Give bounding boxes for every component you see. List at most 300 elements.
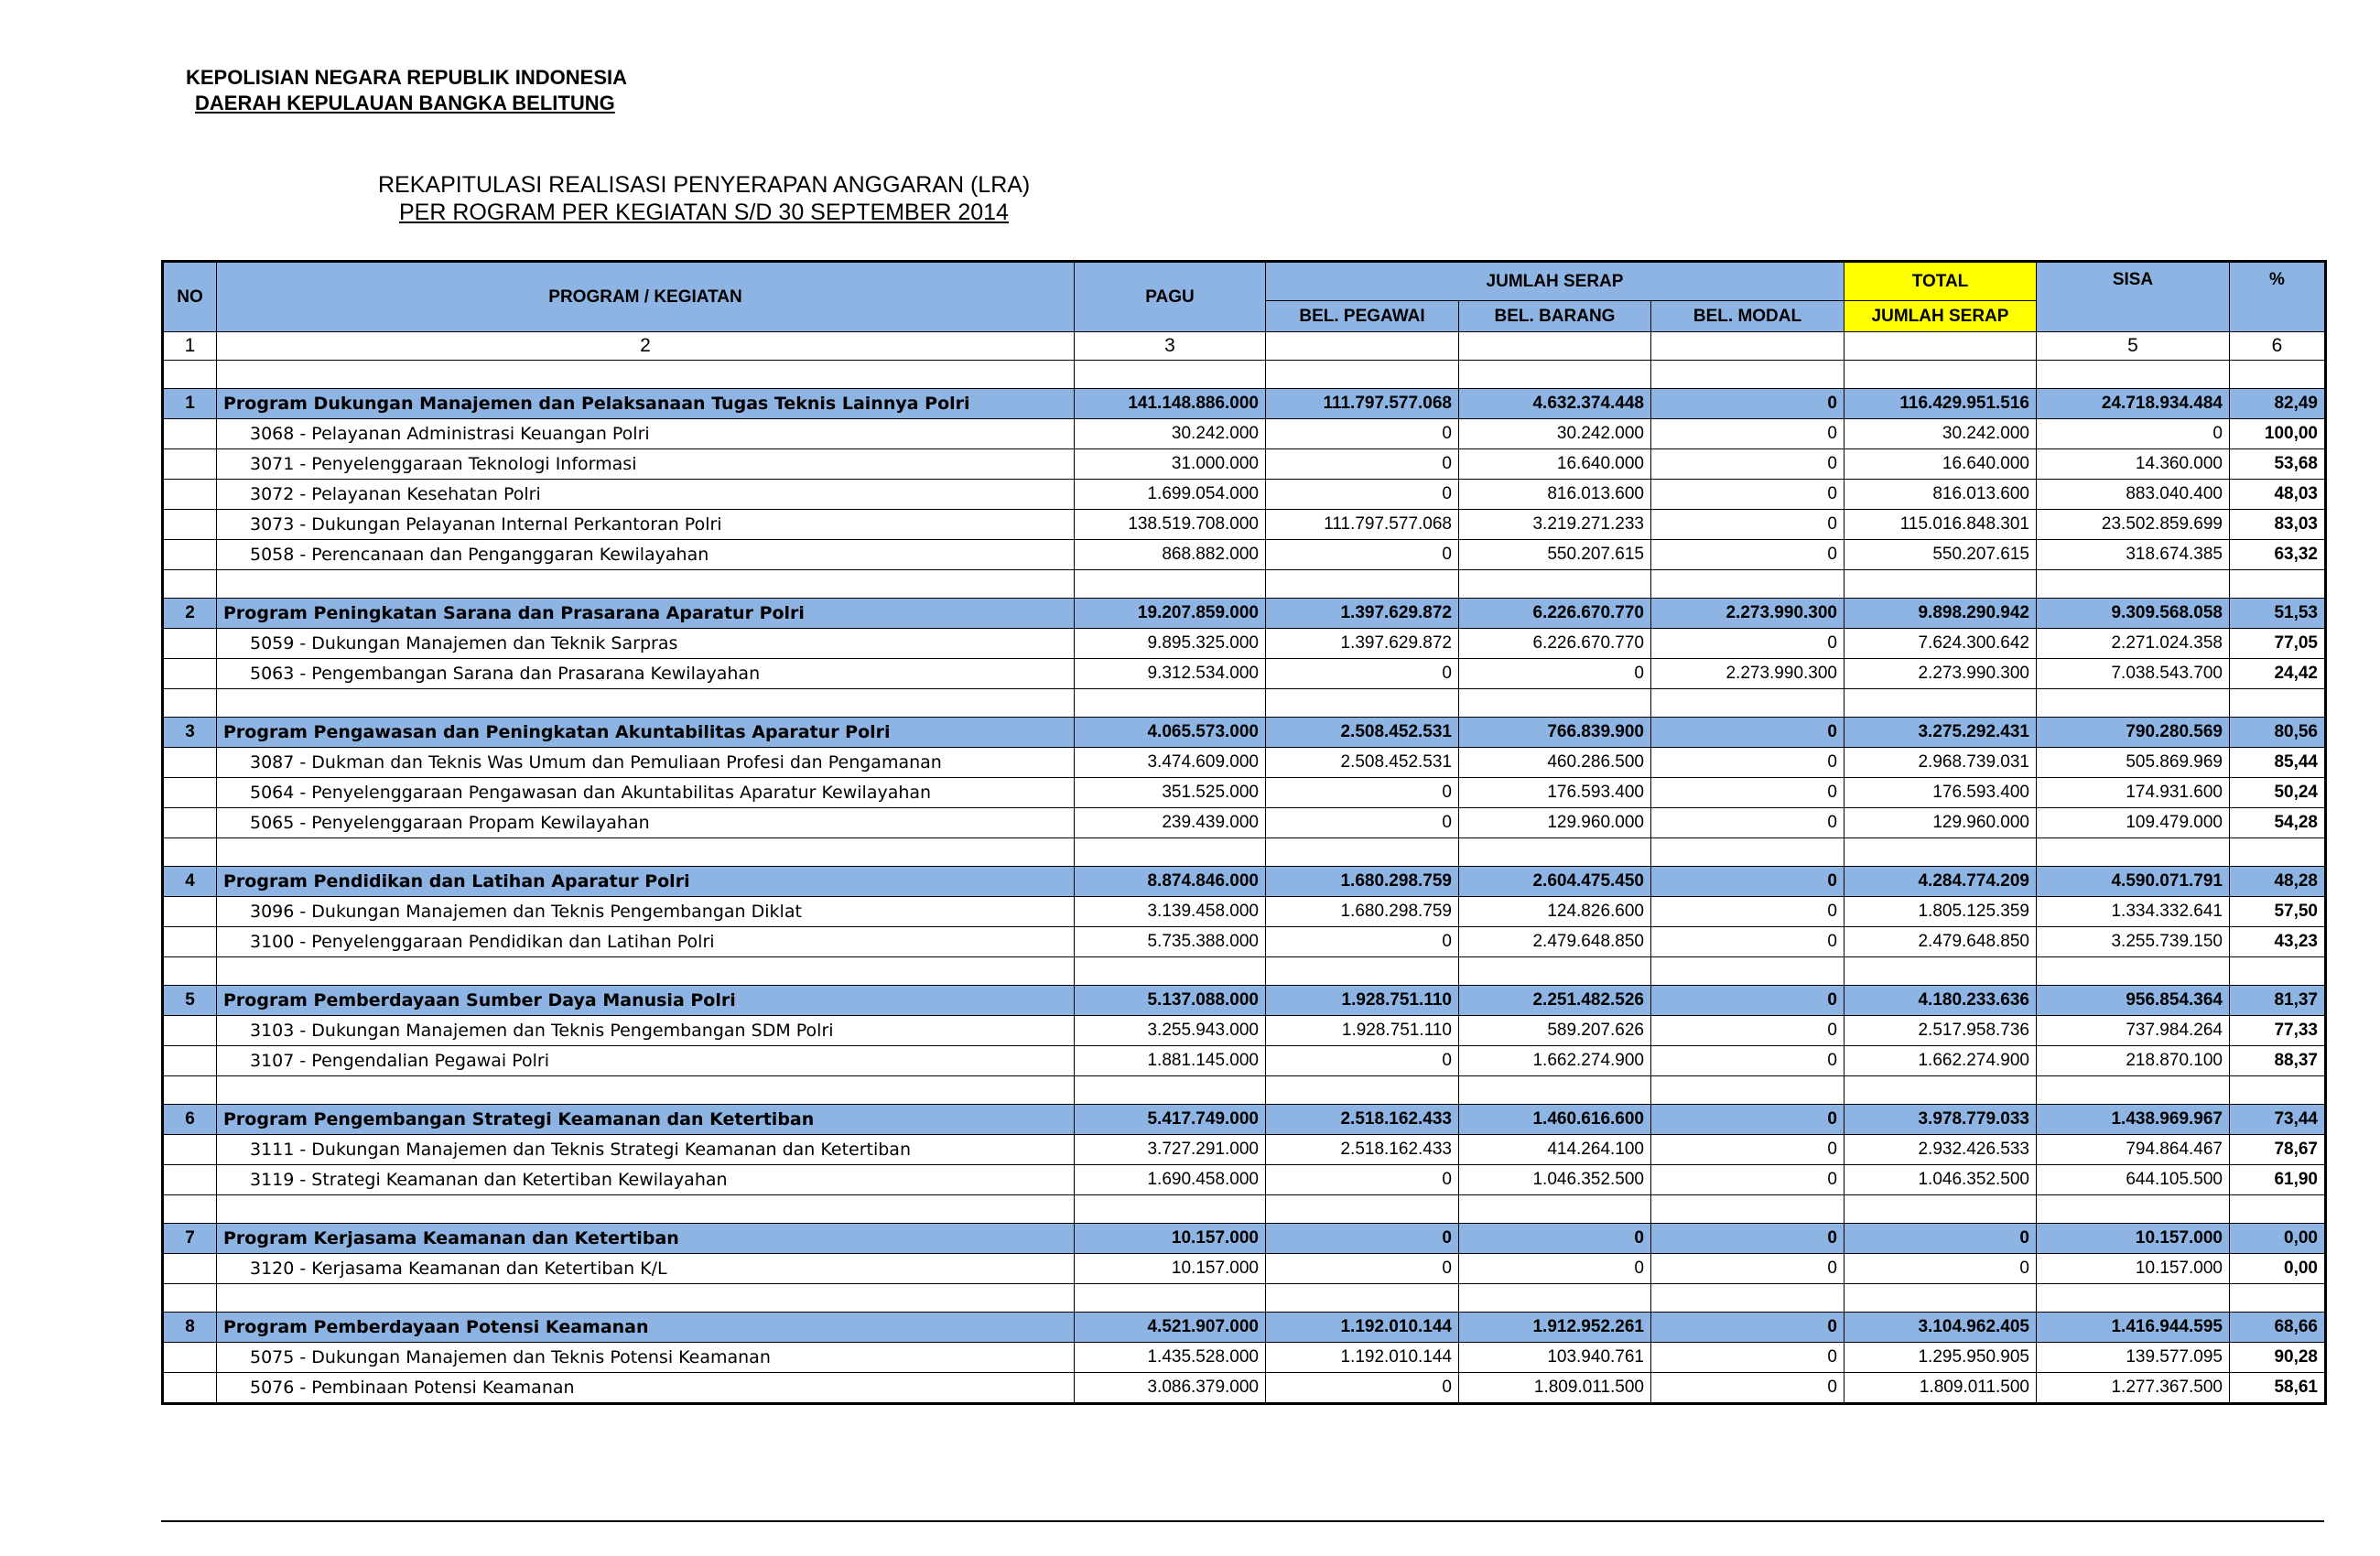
spacer-row <box>163 361 2326 389</box>
empty-cell <box>1459 361 1651 389</box>
modal-cell: 2.273.990.300 <box>1651 599 1844 629</box>
program-name: Program Pemberdayaan Sumber Daya Manusia Polri <box>217 986 1075 1016</box>
modal-cell: 0 <box>1651 540 1844 570</box>
pegawai-cell: 0 <box>1266 540 1459 570</box>
pct-cell: 77,33 <box>2230 1016 2326 1046</box>
pegawai-cell: 1.397.629.872 <box>1266 599 1459 629</box>
spacer-row <box>163 1284 2326 1313</box>
kegiatan-row <box>163 449 2326 480</box>
barang-cell: 176.593.400 <box>1459 778 1651 808</box>
spacer-row <box>163 838 2326 867</box>
program-row <box>163 1105 2326 1135</box>
kegiatan-name: 3100 - Penyelenggaraan Pendidikan dan Latihan Polri <box>217 927 1075 957</box>
total-cell: 1.809.011.500 <box>1844 1373 2037 1404</box>
kegiatan-name: 3119 - Strategi Keamanan dan Ketertiban Kewilayahan <box>217 1165 1075 1195</box>
program-row <box>163 986 2326 1016</box>
pegawai-cell: 0 <box>1266 1254 1459 1284</box>
empty-cell <box>2037 1195 2230 1224</box>
kegiatan-row <box>163 1016 2326 1046</box>
empty-cell <box>163 570 217 599</box>
total-cell: 3.104.962.405 <box>1844 1313 2037 1343</box>
sisa-cell: 7.038.543.700 <box>2037 659 2230 689</box>
pct-cell: 78,67 <box>2230 1135 2326 1165</box>
organization-region: DAERAH KEPULAUAN BANGKA BELITUNG <box>195 92 615 114</box>
pct-cell: 57,50 <box>2230 897 2326 927</box>
empty-cell <box>163 1195 217 1224</box>
footer-rule <box>161 1520 2324 1522</box>
sisa-cell: 794.864.467 <box>2037 1135 2230 1165</box>
kegiatan-name: 5059 - Dukungan Manajemen dan Teknik Sarpras <box>217 629 1075 659</box>
pegawai-cell: 0 <box>1266 449 1459 480</box>
total-cell: 816.013.600 <box>1844 480 2037 510</box>
col-header-bel-barang: BEL. BARANG <box>1459 301 1651 332</box>
empty-cell <box>1459 838 1651 867</box>
program-name: Program Pengawasan dan Peningkatan Akuntabilitas Aparatur Polri <box>217 718 1075 748</box>
empty-cell <box>163 689 217 718</box>
row-number <box>163 808 217 838</box>
row-number: 7 <box>163 1224 217 1254</box>
pct-cell: 53,68 <box>2230 449 2326 480</box>
empty-cell <box>1844 838 2037 867</box>
total-cell: 0 <box>1844 1254 2037 1284</box>
row-number <box>163 1016 217 1046</box>
empty-cell <box>1266 570 1459 599</box>
kegiatan-name: 3111 - Dukungan Manajemen dan Teknis Strategi Keamanan dan Ketertiban <box>217 1135 1075 1165</box>
row-number: 8 <box>163 1313 217 1343</box>
total-cell: 9.898.290.942 <box>1844 599 2037 629</box>
pegawai-cell: 2.518.162.433 <box>1266 1135 1459 1165</box>
pagu-cell: 5.417.749.000 <box>1075 1105 1266 1135</box>
kegiatan-row <box>163 540 2326 570</box>
spacer-row <box>163 570 2326 599</box>
empty-cell <box>1844 1076 2037 1105</box>
pct-cell: 77,05 <box>2230 629 2326 659</box>
total-cell: 550.207.615 <box>1844 540 2037 570</box>
program-row <box>163 389 2326 419</box>
pagu-cell: 1.435.528.000 <box>1075 1343 1266 1373</box>
barang-cell: 816.013.600 <box>1459 480 1651 510</box>
kegiatan-name: 5065 - Penyelenggaraan Propam Kewilayahan <box>217 808 1075 838</box>
index-cell: 3 <box>1075 332 1266 361</box>
empty-cell <box>2037 1284 2230 1313</box>
total-cell: 1.805.125.359 <box>1844 897 2037 927</box>
pagu-cell: 10.157.000 <box>1075 1254 1266 1284</box>
row-number <box>163 540 217 570</box>
kegiatan-name: 5076 - Pembinaan Potensi Keamanan <box>217 1373 1075 1404</box>
pct-cell: 83,03 <box>2230 510 2326 540</box>
pagu-cell: 10.157.000 <box>1075 1224 1266 1254</box>
pegawai-cell: 111.797.577.068 <box>1266 510 1459 540</box>
modal-cell: 0 <box>1651 480 1844 510</box>
pegawai-cell: 1.680.298.759 <box>1266 867 1459 897</box>
sisa-cell: 139.577.095 <box>2037 1343 2230 1373</box>
row-number: 5 <box>163 986 217 1016</box>
sisa-cell: 644.105.500 <box>2037 1165 2230 1195</box>
pct-cell: 82,49 <box>2230 389 2326 419</box>
empty-cell <box>163 1284 217 1313</box>
sisa-cell: 883.040.400 <box>2037 480 2230 510</box>
row-number <box>163 1046 217 1076</box>
empty-cell <box>1651 570 1844 599</box>
pct-cell: 81,37 <box>2230 986 2326 1016</box>
empty-cell <box>2037 957 2230 986</box>
empty-cell <box>1459 689 1651 718</box>
modal-cell: 0 <box>1651 718 1844 748</box>
modal-cell: 0 <box>1651 1046 1844 1076</box>
empty-cell <box>217 1195 1075 1224</box>
col-header-percent: % <box>2230 262 2326 332</box>
sisa-cell: 956.854.364 <box>2037 986 2230 1016</box>
kegiatan-row <box>163 927 2326 957</box>
empty-cell <box>1266 1195 1459 1224</box>
empty-cell <box>2037 570 2230 599</box>
pagu-cell: 3.474.609.000 <box>1075 748 1266 778</box>
pagu-cell: 9.312.534.000 <box>1075 659 1266 689</box>
kegiatan-name: 3107 - Pengendalian Pegawai Polri <box>217 1046 1075 1076</box>
col-header-sisa: SISA <box>2037 262 2230 332</box>
pegawai-cell: 0 <box>1266 927 1459 957</box>
pegawai-cell: 1.928.751.110 <box>1266 986 1459 1016</box>
total-cell: 2.479.648.850 <box>1844 927 2037 957</box>
empty-cell <box>2230 1076 2326 1105</box>
pegawai-cell: 0 <box>1266 659 1459 689</box>
sisa-cell: 24.718.934.484 <box>2037 389 2230 419</box>
barang-cell: 30.242.000 <box>1459 419 1651 449</box>
pct-cell: 85,44 <box>2230 748 2326 778</box>
row-number <box>163 449 217 480</box>
program-row <box>163 1313 2326 1343</box>
empty-cell <box>2037 361 2230 389</box>
pct-cell: 63,32 <box>2230 540 2326 570</box>
pct-cell: 73,44 <box>2230 1105 2326 1135</box>
program-name: Program Pemberdayaan Potensi Keamanan <box>217 1313 1075 1343</box>
total-cell: 3.275.292.431 <box>1844 718 2037 748</box>
modal-cell: 0 <box>1651 1224 1844 1254</box>
total-cell: 7.624.300.642 <box>1844 629 2037 659</box>
empty-cell <box>1844 1284 2037 1313</box>
program-row <box>163 1224 2326 1254</box>
modal-cell: 0 <box>1651 1105 1844 1135</box>
program-name: Program Kerjasama Keamanan dan Ketertiban <box>217 1224 1075 1254</box>
pct-cell: 51,53 <box>2230 599 2326 629</box>
kegiatan-row <box>163 1254 2326 1284</box>
modal-cell: 0 <box>1651 986 1844 1016</box>
row-number <box>163 629 217 659</box>
col-header-bel-modal: BEL. MODAL <box>1651 301 1844 332</box>
col-header-no: NO <box>163 262 217 332</box>
kegiatan-name: 3072 - Pelayanan Kesehatan Polri <box>217 480 1075 510</box>
sisa-cell: 9.309.568.058 <box>2037 599 2230 629</box>
empty-cell <box>2230 570 2326 599</box>
pagu-cell: 351.525.000 <box>1075 778 1266 808</box>
program-name: Program Dukungan Manajemen dan Pelaksanaan Tugas Teknis Lainnya Polri <box>217 389 1075 419</box>
empty-cell <box>2230 838 2326 867</box>
pagu-cell: 31.000.000 <box>1075 449 1266 480</box>
sisa-cell: 1.416.944.595 <box>2037 1313 2230 1343</box>
row-number <box>163 1343 217 1373</box>
modal-cell: 0 <box>1651 1373 1844 1404</box>
pagu-cell: 1.699.054.000 <box>1075 480 1266 510</box>
program-row <box>163 718 2326 748</box>
pct-cell: 0,00 <box>2230 1224 2326 1254</box>
sisa-cell: 10.157.000 <box>2037 1224 2230 1254</box>
row-number: 4 <box>163 867 217 897</box>
total-cell: 4.180.233.636 <box>1844 986 2037 1016</box>
index-cell: 1 <box>163 332 217 361</box>
total-cell: 2.273.990.300 <box>1844 659 2037 689</box>
empty-cell <box>1266 1284 1459 1313</box>
kegiatan-row <box>163 659 2326 689</box>
barang-cell: 550.207.615 <box>1459 540 1651 570</box>
col-header-jumlah-serap: JUMLAH SERAP <box>1266 262 1844 301</box>
pct-cell: 100,00 <box>2230 419 2326 449</box>
modal-cell: 0 <box>1651 1165 1844 1195</box>
kegiatan-row <box>163 1165 2326 1195</box>
sisa-cell: 737.984.264 <box>2037 1016 2230 1046</box>
empty-cell <box>1075 1195 1266 1224</box>
modal-cell: 0 <box>1651 629 1844 659</box>
row-number: 1 <box>163 389 217 419</box>
total-cell: 4.284.774.209 <box>1844 867 2037 897</box>
pegawai-cell: 111.797.577.068 <box>1266 389 1459 419</box>
report-title: REKAPITULASI REALISASI PENYERAPAN ANGGARAN (LRA) <box>378 172 1031 198</box>
pagu-cell: 239.439.000 <box>1075 808 1266 838</box>
row-number <box>163 778 217 808</box>
empty-cell <box>1844 570 2037 599</box>
modal-cell: 0 <box>1651 1343 1844 1373</box>
kegiatan-name: 3096 - Dukungan Manajemen dan Teknis Pengembangan Diklat <box>217 897 1075 927</box>
kegiatan-name: 3068 - Pelayanan Administrasi Keuangan Polri <box>217 419 1075 449</box>
index-cell <box>1459 332 1651 361</box>
pagu-cell: 3.139.458.000 <box>1075 897 1266 927</box>
pct-cell: 48,03 <box>2230 480 2326 510</box>
sisa-cell: 109.479.000 <box>2037 808 2230 838</box>
row-number <box>163 659 217 689</box>
pagu-cell: 3.727.291.000 <box>1075 1135 1266 1165</box>
barang-cell: 460.286.500 <box>1459 748 1651 778</box>
empty-cell <box>1651 1195 1844 1224</box>
kegiatan-row <box>163 1373 2326 1404</box>
modal-cell: 0 <box>1651 778 1844 808</box>
kegiatan-row <box>163 897 2326 927</box>
pegawai-cell: 1.192.010.144 <box>1266 1313 1459 1343</box>
modal-cell: 0 <box>1651 927 1844 957</box>
modal-cell: 0 <box>1651 867 1844 897</box>
kegiatan-row <box>163 1046 2326 1076</box>
empty-cell <box>217 361 1075 389</box>
pagu-cell: 5.735.388.000 <box>1075 927 1266 957</box>
program-name: Program Peningkatan Sarana dan Prasarana Aparatur Polri <box>217 599 1075 629</box>
pagu-cell: 30.242.000 <box>1075 419 1266 449</box>
pegawai-cell: 0 <box>1266 1046 1459 1076</box>
modal-cell: 0 <box>1651 748 1844 778</box>
empty-cell <box>1266 1076 1459 1105</box>
pagu-cell: 138.519.708.000 <box>1075 510 1266 540</box>
barang-cell: 766.839.900 <box>1459 718 1651 748</box>
total-cell: 16.640.000 <box>1844 449 2037 480</box>
empty-cell <box>1075 838 1266 867</box>
sisa-cell: 218.870.100 <box>2037 1046 2230 1076</box>
pct-cell: 0,00 <box>2230 1254 2326 1284</box>
pegawai-cell: 1.192.010.144 <box>1266 1343 1459 1373</box>
kegiatan-name: 3073 - Dukungan Pelayanan Internal Perkantoran Polri <box>217 510 1075 540</box>
pct-cell: 88,37 <box>2230 1046 2326 1076</box>
pct-cell: 48,28 <box>2230 867 2326 897</box>
barang-cell: 3.219.271.233 <box>1459 510 1651 540</box>
table-header-row <box>163 262 2326 301</box>
kegiatan-row <box>163 748 2326 778</box>
empty-cell <box>1075 1284 1266 1313</box>
empty-cell <box>1651 689 1844 718</box>
empty-cell <box>217 689 1075 718</box>
total-cell: 3.978.779.033 <box>1844 1105 2037 1135</box>
sisa-cell: 1.277.367.500 <box>2037 1373 2230 1404</box>
pegawai-cell: 0 <box>1266 419 1459 449</box>
empty-cell <box>1075 570 1266 599</box>
row-number: 6 <box>163 1105 217 1135</box>
kegiatan-row <box>163 510 2326 540</box>
empty-cell <box>217 1284 1075 1313</box>
modal-cell: 0 <box>1651 449 1844 480</box>
pagu-cell: 19.207.859.000 <box>1075 599 1266 629</box>
index-cell: 5 <box>2037 332 2230 361</box>
pct-cell: 50,24 <box>2230 778 2326 808</box>
kegiatan-name: 3087 - Dukman dan Teknis Was Umum dan Pemuliaan Profesi dan Pengamanan <box>217 748 1075 778</box>
pegawai-cell: 1.928.751.110 <box>1266 1016 1459 1046</box>
row-number <box>163 748 217 778</box>
empty-cell <box>1266 957 1459 986</box>
pagu-cell: 9.895.325.000 <box>1075 629 1266 659</box>
empty-cell <box>1651 838 1844 867</box>
sisa-cell: 318.674.385 <box>2037 540 2230 570</box>
empty-cell <box>1459 1284 1651 1313</box>
index-cell <box>1266 332 1459 361</box>
barang-cell: 589.207.626 <box>1459 1016 1651 1046</box>
modal-cell: 0 <box>1651 1135 1844 1165</box>
col-header-pagu: PAGU <box>1075 262 1266 332</box>
empty-cell <box>1844 957 2037 986</box>
pagu-cell: 1.690.458.000 <box>1075 1165 1266 1195</box>
kegiatan-row <box>163 778 2326 808</box>
pegawai-cell: 0 <box>1266 808 1459 838</box>
pct-cell: 90,28 <box>2230 1343 2326 1373</box>
empty-cell <box>217 570 1075 599</box>
empty-cell <box>163 1076 217 1105</box>
pegawai-cell: 0 <box>1266 1373 1459 1404</box>
kegiatan-name: 5064 - Penyelenggaraan Pengawasan dan Akuntabilitas Aparatur Kewilayahan <box>217 778 1075 808</box>
total-cell: 2.932.426.533 <box>1844 1135 2037 1165</box>
barang-cell: 1.912.952.261 <box>1459 1313 1651 1343</box>
program-name: Program Pendidikan dan Latihan Aparatur Polri <box>217 867 1075 897</box>
empty-cell <box>1075 361 1266 389</box>
empty-cell <box>1459 957 1651 986</box>
sisa-cell: 3.255.739.150 <box>2037 927 2230 957</box>
modal-cell: 0 <box>1651 1254 1844 1284</box>
kegiatan-name: 5075 - Dukungan Manajemen dan Teknis Potensi Keamanan <box>217 1343 1075 1373</box>
col-header-bel-pegawai: BEL. PEGAWAI <box>1266 301 1459 332</box>
modal-cell: 0 <box>1651 389 1844 419</box>
empty-cell <box>163 838 217 867</box>
total-cell: 1.046.352.500 <box>1844 1165 2037 1195</box>
total-cell: 129.960.000 <box>1844 808 2037 838</box>
barang-cell: 103.940.761 <box>1459 1343 1651 1373</box>
program-row <box>163 599 2326 629</box>
column-index-row <box>163 332 2326 361</box>
spacer-row <box>163 957 2326 986</box>
empty-cell <box>217 838 1075 867</box>
modal-cell: 0 <box>1651 419 1844 449</box>
barang-cell: 2.251.482.526 <box>1459 986 1651 1016</box>
total-cell: 0 <box>1844 1224 2037 1254</box>
total-cell: 2.968.739.031 <box>1844 748 2037 778</box>
total-cell: 176.593.400 <box>1844 778 2037 808</box>
col-header-total-jumlah-serap: JUMLAH SERAP <box>1844 301 2037 332</box>
row-number <box>163 1254 217 1284</box>
empty-cell <box>2230 689 2326 718</box>
kegiatan-row <box>163 629 2326 659</box>
kegiatan-row <box>163 1135 2326 1165</box>
total-cell: 2.517.958.736 <box>1844 1016 2037 1046</box>
total-cell: 115.016.848.301 <box>1844 510 2037 540</box>
pegawai-cell: 0 <box>1266 480 1459 510</box>
sisa-cell: 1.334.332.641 <box>2037 897 2230 927</box>
row-number: 3 <box>163 718 217 748</box>
sisa-cell: 4.590.071.791 <box>2037 867 2230 897</box>
modal-cell: 0 <box>1651 808 1844 838</box>
empty-cell <box>1075 1076 1266 1105</box>
pegawai-cell: 2.518.162.433 <box>1266 1105 1459 1135</box>
pct-cell: 80,56 <box>2230 718 2326 748</box>
pegawai-cell: 2.508.452.531 <box>1266 748 1459 778</box>
col-header-program: PROGRAM / KEGIATAN <box>217 262 1075 332</box>
index-cell: 2 <box>217 332 1075 361</box>
index-cell <box>1844 332 2037 361</box>
empty-cell <box>1266 689 1459 718</box>
kegiatan-row <box>163 419 2326 449</box>
barang-cell: 414.264.100 <box>1459 1135 1651 1165</box>
pagu-cell: 1.881.145.000 <box>1075 1046 1266 1076</box>
row-number <box>163 897 217 927</box>
pegawai-cell: 0 <box>1266 778 1459 808</box>
organization-name: KEPOLISIAN NEGARA REPUBLIK INDONESIA <box>186 66 628 89</box>
empty-cell <box>1844 689 2037 718</box>
kegiatan-row <box>163 1343 2326 1373</box>
empty-cell <box>1651 361 1844 389</box>
barang-cell: 2.479.648.850 <box>1459 927 1651 957</box>
barang-cell: 0 <box>1459 1224 1651 1254</box>
barang-cell: 6.226.670.770 <box>1459 599 1651 629</box>
empty-cell <box>1459 1195 1651 1224</box>
pct-cell: 24,42 <box>2230 659 2326 689</box>
spacer-row <box>163 689 2326 718</box>
barang-cell: 16.640.000 <box>1459 449 1651 480</box>
total-cell: 1.662.274.900 <box>1844 1046 2037 1076</box>
barang-cell: 2.604.475.450 <box>1459 867 1651 897</box>
sisa-cell: 174.931.600 <box>2037 778 2230 808</box>
pct-cell: 61,90 <box>2230 1165 2326 1195</box>
row-number <box>163 419 217 449</box>
total-cell: 1.295.950.905 <box>1844 1343 2037 1373</box>
empty-cell <box>1651 957 1844 986</box>
pegawai-cell: 0 <box>1266 1224 1459 1254</box>
barang-cell: 6.226.670.770 <box>1459 629 1651 659</box>
pegawai-cell: 2.508.452.531 <box>1266 718 1459 748</box>
barang-cell: 129.960.000 <box>1459 808 1651 838</box>
empty-cell <box>1844 361 2037 389</box>
pegawai-cell: 1.397.629.872 <box>1266 629 1459 659</box>
empty-cell <box>163 361 217 389</box>
pct-cell: 68,66 <box>2230 1313 2326 1343</box>
